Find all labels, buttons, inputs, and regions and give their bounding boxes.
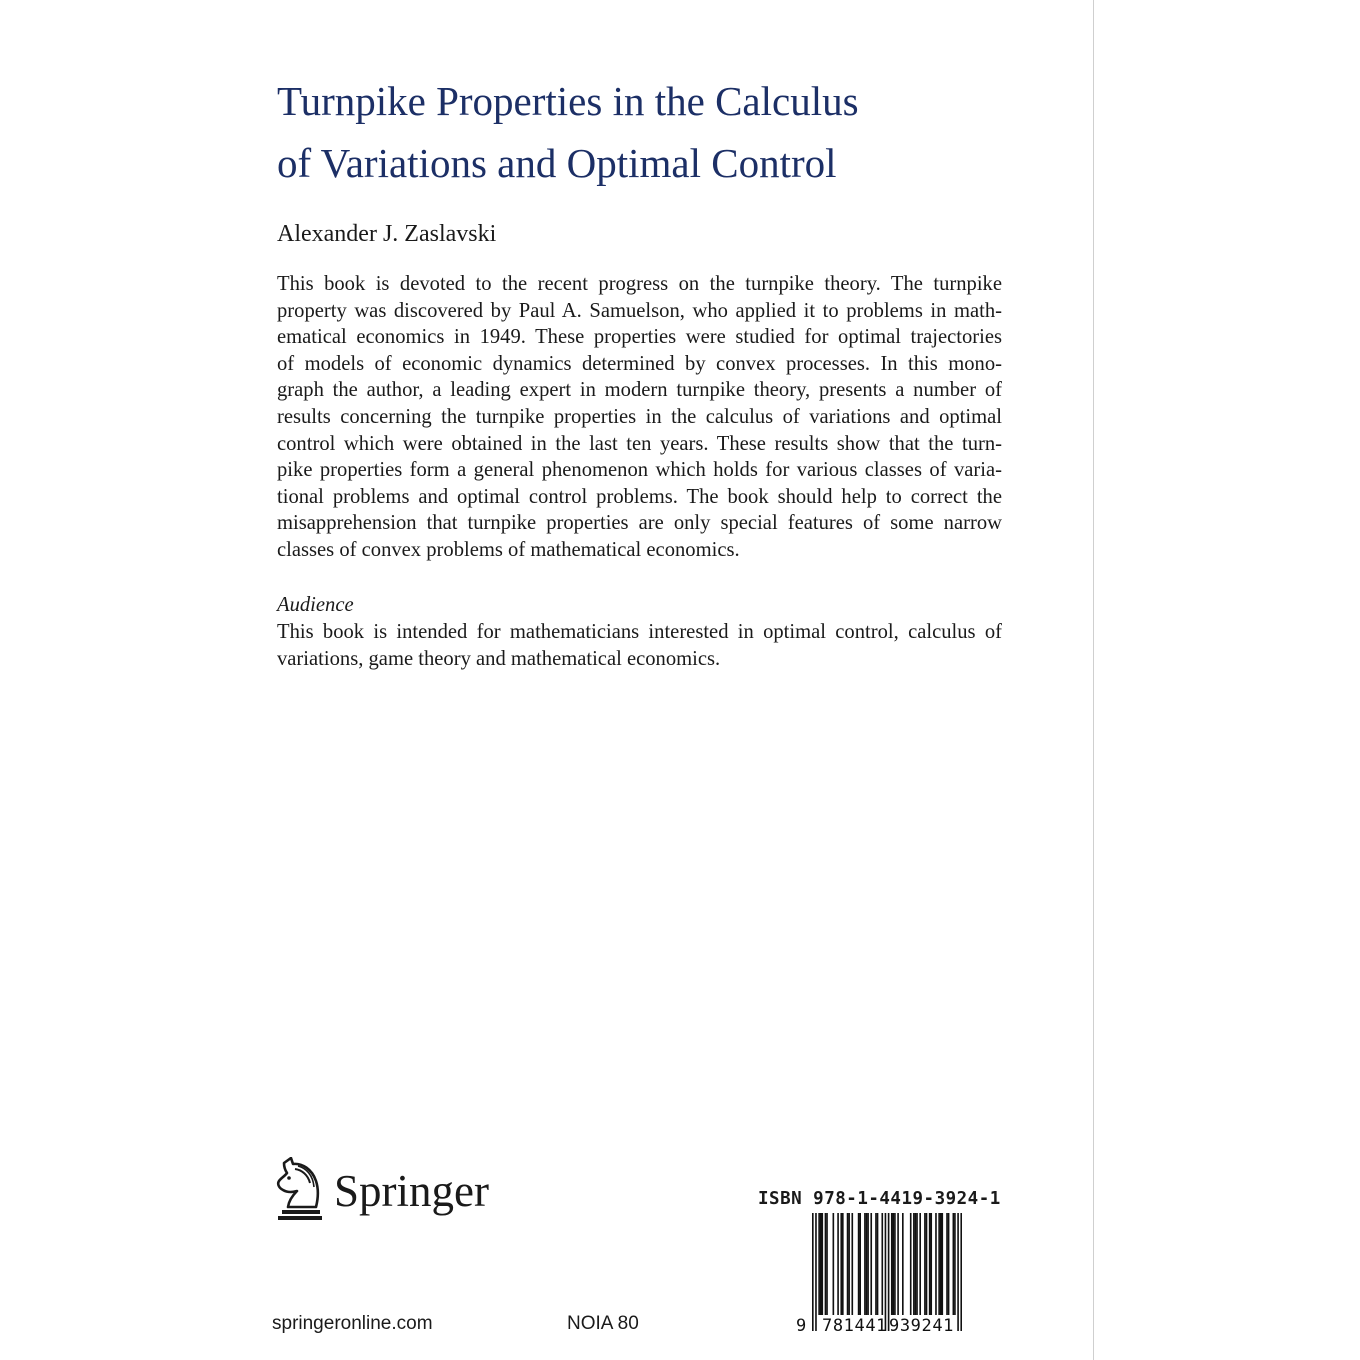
barcode-bar — [910, 1213, 912, 1315]
description-line: graph the author, a leading expert in modern turnpike theory, presents a number of — [277, 379, 1002, 402]
knight-chess-piece-icon — [272, 1157, 326, 1221]
barcode-bar — [833, 1213, 835, 1315]
isbn-barcode — [812, 1213, 962, 1331]
barcode-first-digit: 9 — [796, 1316, 807, 1336]
series-code: NOIA 80 — [567, 1313, 639, 1334]
publisher-website: springeronline.com — [272, 1313, 433, 1334]
audience-heading: Audience — [277, 594, 354, 616]
barcode-digit-group: 939241 — [889, 1316, 955, 1336]
barcode-bar — [941, 1213, 943, 1315]
barcode-bar — [926, 1213, 928, 1315]
description-line: results concerning the turnpike properties in the calculus of variations and optimal — [277, 405, 1002, 428]
barcode-bar — [954, 1213, 956, 1315]
barcode-bar — [864, 1213, 866, 1315]
barcode-bar — [870, 1213, 872, 1315]
barcode-bar — [940, 1213, 942, 1315]
book-title — [277, 70, 1037, 194]
barcode-bar — [847, 1213, 849, 1315]
barcode-bar — [818, 1213, 820, 1315]
barcode-bar — [826, 1213, 828, 1315]
barcode-bar — [859, 1213, 861, 1315]
barcode-bar — [867, 1213, 869, 1315]
barcode-bar — [885, 1213, 887, 1331]
book-description — [277, 271, 1002, 564]
audience-line: variations, game theory and mathematical economics. — [277, 647, 721, 670]
description-line: of models of economic dynamics determined by convex processes. In this mono- — [277, 352, 1002, 375]
barcode-bar — [894, 1213, 896, 1315]
description-line: property was discovered by Paul A. Samuelson, who applied it to problems in math- — [277, 299, 1002, 322]
barcode-bar — [893, 1213, 895, 1315]
barcode-bar — [902, 1213, 904, 1315]
barcode-bar — [929, 1213, 931, 1315]
springer-logo — [272, 1157, 512, 1221]
barcode-bar — [851, 1213, 853, 1315]
barcode-bar — [915, 1213, 917, 1315]
barcode-bar — [888, 1213, 890, 1331]
title-line: of Variations and Optimal Control — [277, 140, 837, 186]
description-line: pike properties form a general phenomenon which holds for various classes of varia- — [277, 459, 1002, 482]
barcode-bar — [877, 1213, 879, 1315]
barcode-bar — [858, 1213, 860, 1315]
barcode-digit-group: 781441 — [822, 1316, 888, 1336]
barcode-bar — [842, 1213, 844, 1315]
barcode-bar — [875, 1213, 877, 1315]
barcode-bar — [820, 1213, 822, 1315]
barcode-bar — [930, 1213, 932, 1315]
author-name: Alexander J. Zaslavski — [277, 221, 497, 247]
barcode-bar — [916, 1213, 918, 1315]
barcode-bar — [815, 1213, 817, 1331]
barcode-bar — [837, 1213, 839, 1315]
isbn-label: ISBN 978-1-4419-3924-1 — [758, 1189, 1001, 1209]
barcode-bar — [935, 1213, 937, 1315]
description-line: classes of convex problems of mathematical economics. — [277, 538, 740, 561]
barcode-bar — [913, 1213, 915, 1315]
barcode-bar — [957, 1213, 959, 1331]
description-line: ematical economics in 1949. These properties were studied for optimal trajectories — [277, 326, 1002, 349]
barcode-bar — [825, 1213, 827, 1315]
barcode-bar — [924, 1213, 926, 1315]
barcode-bar — [848, 1213, 850, 1315]
audience-text — [277, 619, 1002, 672]
audience-line: This book is intended for mathematicians interested in optimal control, calculus of — [277, 621, 1002, 643]
spine-divider — [1093, 0, 1094, 1360]
barcode-bar — [866, 1213, 868, 1315]
description-line: tional problems and optimal control problems. The book should help to correct the — [277, 485, 1002, 508]
barcode-bar — [891, 1213, 893, 1315]
barcode-bar — [897, 1213, 899, 1315]
barcode-bar — [821, 1213, 823, 1315]
description-line: control which were obtained in the last ten years. These results show that the turn- — [277, 432, 1002, 455]
barcode-bar — [953, 1213, 955, 1315]
description-line: misapprehension that turnpike properties are only special features of some narrow — [277, 512, 1002, 535]
barcode-bar — [948, 1213, 950, 1315]
barcode-bar — [812, 1213, 814, 1331]
barcode-bar — [938, 1213, 940, 1315]
title-line: Turnpike Properties in the Calculus — [277, 78, 859, 124]
barcode-bar — [960, 1213, 962, 1331]
publisher-name: Springer — [334, 1166, 489, 1216]
barcode-bar — [946, 1213, 948, 1315]
barcode-bar — [840, 1213, 842, 1315]
description-line: This book is devoted to the recent progress on the turnpike theory. The turnpike — [277, 273, 1002, 295]
barcode-bar — [919, 1213, 921, 1315]
barcode-bar — [881, 1213, 883, 1315]
